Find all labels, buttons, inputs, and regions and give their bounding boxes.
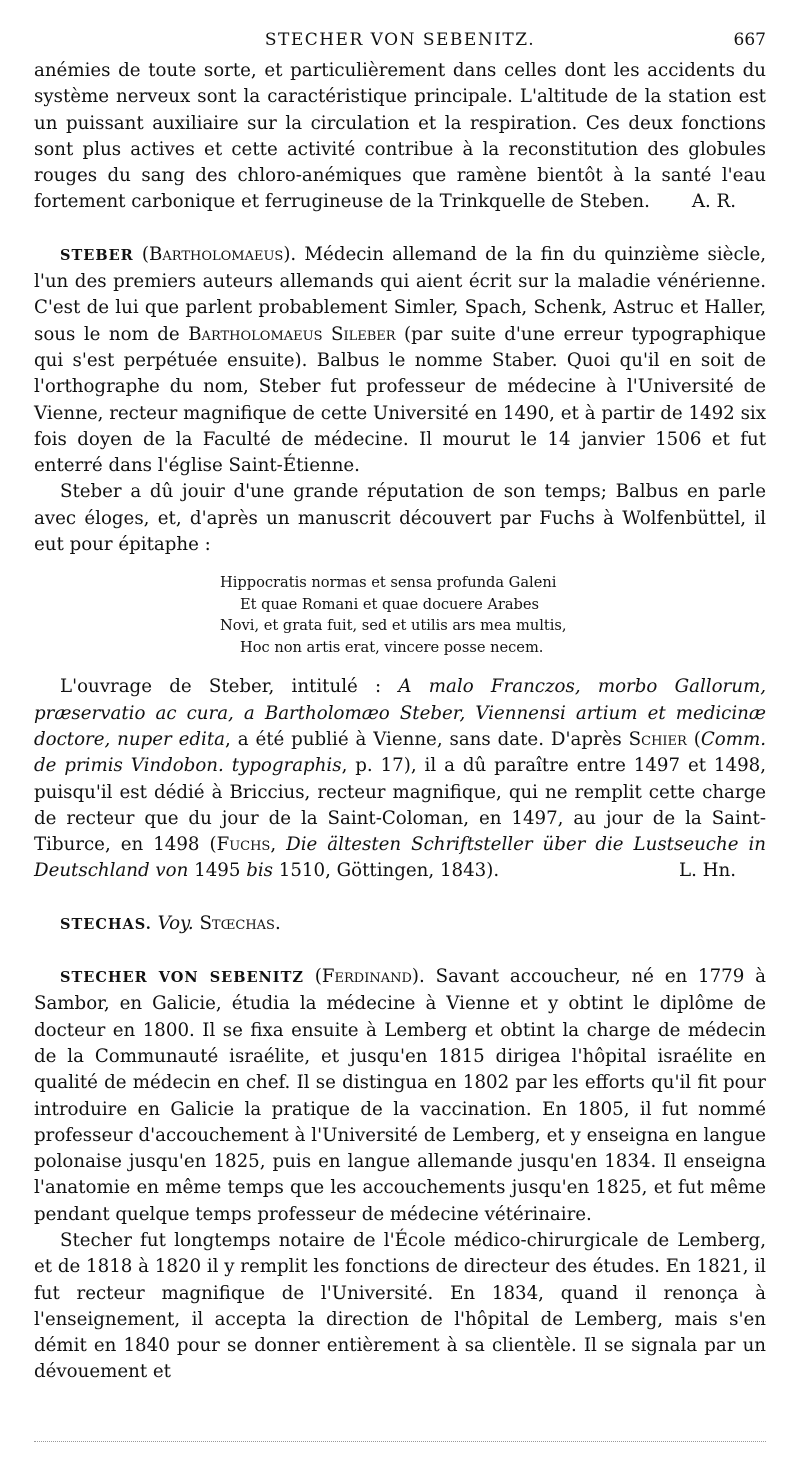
steber-name: (Bartholomaeus).: [141, 243, 297, 265]
steber-headword: STEBER: [60, 246, 134, 264]
steber-p3-d: , p. 17), il a dû paraître entre 1497 et 1498, puisqu'il est dédié à Briccius, recteur magnifique, qui ne remplit cette charge de recteur que du jour de la Saint-Coloman, en 1497, au jour de la Saint-Tiburce, en 1498 (: [34, 755, 766, 856]
steber-p3-c: (: [686, 728, 701, 750]
steber-p3-die: Die ältesten Schriftsteller über die Lustseuche in Deutschland von: [34, 834, 766, 882]
steber-work-title: A malo Franczos, morbo Gallorum, præservatio ac cura, a Bartholomæo Steber, Viennensi artium et medicinæ doctore, nuper edita: [34, 676, 766, 750]
stecher-headword: STECHER VON SEBENITZ: [60, 969, 304, 987]
steber-p3-bis: bis: [246, 860, 273, 882]
steber-p3-fuchs: Fuchs: [216, 834, 271, 856]
stechas-voy: Voy.: [157, 912, 194, 934]
steber-p3-a: L'ouvrage de Steber, intitulé :: [60, 676, 399, 698]
steber-p3-f: 1495: [188, 860, 247, 882]
poem-line: Hoc non artis erat, vincere posse necem.: [240, 638, 544, 656]
poem-line: Novi, et grata fuit, sed et utilis ars mea multis,: [220, 617, 567, 635]
stechas-entry: [34, 911, 766, 938]
steber-p1-a: Médecin allemand de la fin du quinzième siècle, l'un des premiers auteurs allemands qui aient écrit sur la maladie vénérienne. C'est de lui que parlent probablement Simler, Spach, Schenk, Astruc et Haller, sous le nom de: [34, 243, 766, 345]
prev-entry-signature: A. R.: [691, 191, 736, 213]
stecher-entry-p2: Stecher fut longtemps notaire de l'École médico-chirurgicale de Lemberg, et de 1818 à 1820 il y remplit les fonctions de directeur des études. En 1821, il fut recteur magnifique de l'Université. En 1834, quand il renonça à l'enseignement, il accepta la direction de l'hôpital de Lemberg, mais s'en démit en 1840 pour se donner entièrement à sa clientèle. Il se signala par un dévouement et: [34, 1229, 766, 1383]
steber-p1-b: (par suite d'une erreur typographique qui s'est perpétuée ensuite). Balbus le nomme Staber. Quoi qu'il en soit de l'orthographe du nom, Steber fut professeur de médecine à l'Université de Vienne, recteur magnifique de cette Université en 1490, et à partir de 1492 six fois doyen de la Faculté de médecine. Il mourut le 14 janvier 1506 et fut enterré dans l'église Saint-Étienne.: [34, 323, 766, 477]
steber-p3-e: ,: [270, 834, 287, 856]
steber-entry-p2: Steber a dû jouir d'une grande réputation de son temps; Balbus en parle avec éloges, et, d'après un manuscrit découvert par Fuchs à Wolfenbüttel, il eut pour épitaphe :: [34, 481, 766, 556]
steber-entry-p1: [34, 242, 766, 480]
stechas-ref[interactable]: Stœchas.: [199, 912, 281, 934]
running-header: [34, 22, 766, 58]
poem-line: Et quae Romani et quae docuere Arabes: [240, 595, 540, 613]
steber-p1-sc: Bartholomaeus Sileber: [188, 323, 396, 345]
stecher-entry-p1: [34, 964, 766, 1228]
stecher-p1-text: Savant accoucheur, né en 1779 à Sambor, en Galicie, étudia la médecine à Vienne et y obtint le diplôme de docteur en 1800. Il se fixa ensuite à Lemberg et obtint la charge de médecin de la Communauté israélite, et jusqu'en 1815 dirigea l'hôpital israélite en qualité de médecin en chef. Il se distingua en 1802 par les efforts qu'il fit pour introduire en Galicie la pratique de la vaccination. En 1805, il fut nommé professeur d'accouchement à l'Université de Lemberg, et y enseigna en langue polonaise jusqu'en 1825, puis en langue allemande jusqu'en 1834. Il enseigna l'anatomie en même temps que les accouchements jusqu'en 1825, et fut même pendant quelque temps professeur de médecine vétérinaire.: [34, 966, 766, 1225]
stecher-name: (Ferdinand).: [314, 966, 425, 988]
steber-p3-g: 1510, Göttingen, 1843).: [273, 860, 500, 882]
page-number: 667: [733, 30, 766, 50]
footer-divider: [34, 1441, 766, 1442]
epitaph-poem: [220, 572, 766, 658]
steber-signature: L. Hn.: [679, 860, 736, 882]
page: [34, 22, 766, 1386]
running-title: STECHER VON SEBENITZ.: [264, 30, 536, 50]
stechas-headword: STECHAS.: [60, 915, 152, 933]
prev-entry-text: anémies de toute sorte, et particulièrement dans celles dont les accidents du système nerveux sont la caractéristique principale. L'altitude de la station est un puissant auxiliaire sur la circulation et la respiration. Ces deux fonctions sont plus actives et cette activité contribue à la reconstitution des globules rouges du sang des chloro-anémiques que ramène bientôt à la santé l'eau fortement carbonique et ferrugineuse de la Trinkquelle de Steben.: [34, 60, 766, 213]
prev-entry-paragraph: [34, 58, 766, 216]
steber-entry-p3: [34, 674, 766, 884]
poem-line: Hippocratis normas et sensa profunda Galeni: [220, 574, 557, 592]
steber-p3-comm: Comm. de primis Vindobon. typographis: [34, 728, 766, 777]
steber-p3-schier: Schier: [628, 728, 687, 750]
steber-p3-b: , a été publié à Vienne, sans date. D'après: [225, 728, 629, 750]
